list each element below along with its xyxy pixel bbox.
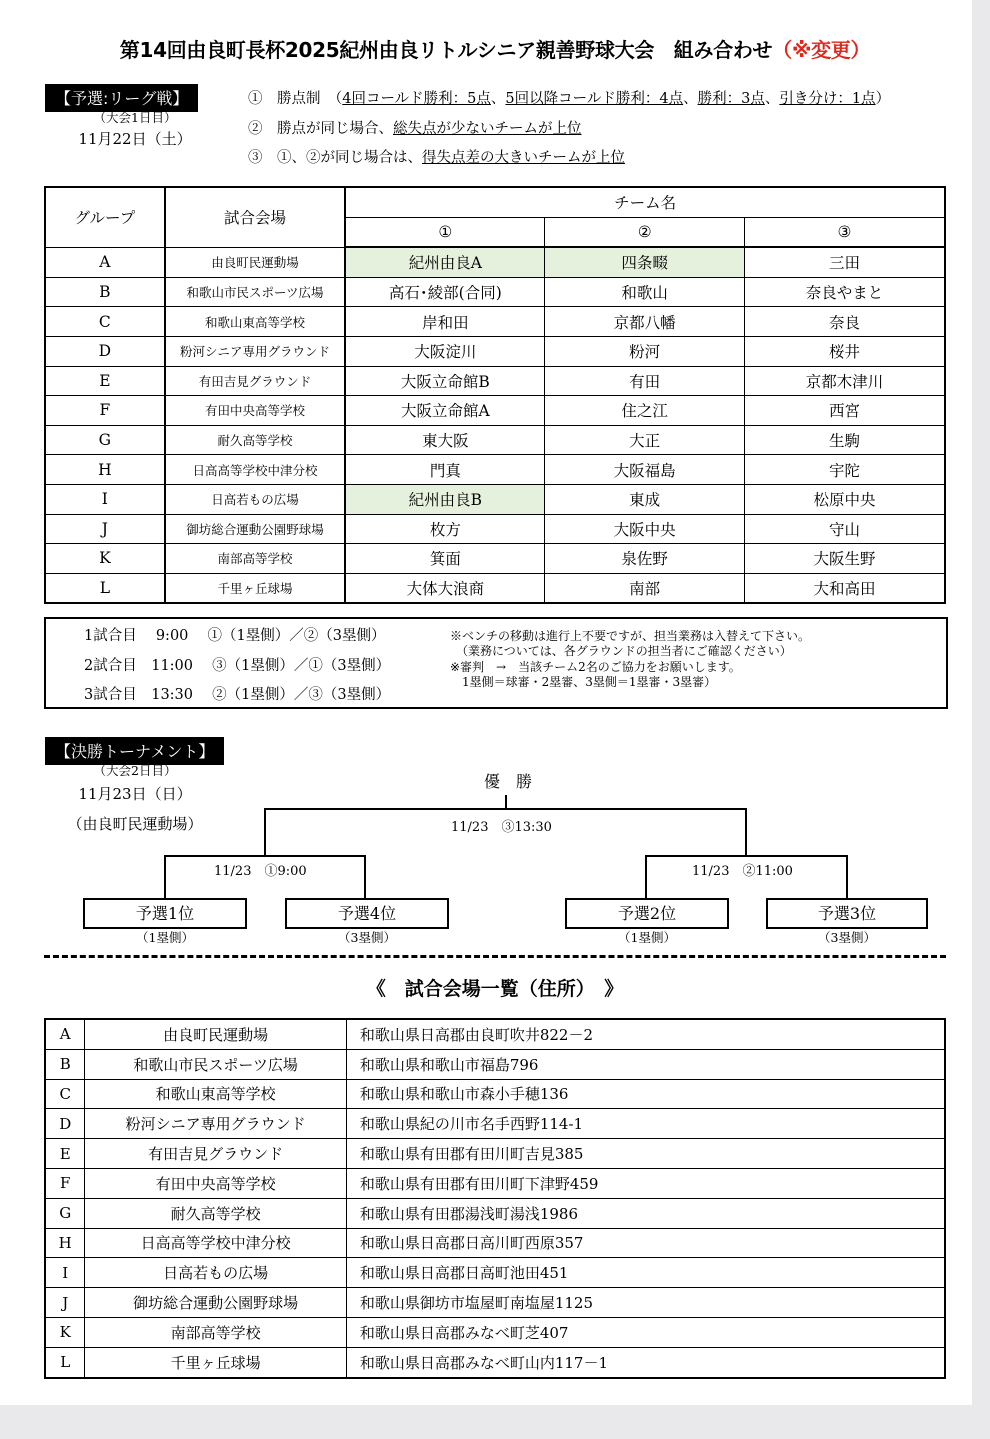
venue-list-table xyxy=(44,1018,946,1379)
bracket-line xyxy=(164,855,366,857)
table-cell: 三田 xyxy=(744,247,945,277)
venue-list-title: 《 試合会場一覧（住所） 》 xyxy=(366,978,624,1000)
table-cell: D xyxy=(45,336,165,366)
table-cell: 由良町民運動場 xyxy=(85,1019,346,1049)
table-cell: I xyxy=(45,1258,85,1288)
table-cell: 南部高等学校 xyxy=(85,1317,346,1347)
table-row xyxy=(45,425,945,455)
table-row xyxy=(45,1139,945,1169)
table-row xyxy=(45,1049,945,1079)
table-cell: A xyxy=(45,247,165,277)
table-cell: 奈良 xyxy=(744,307,945,337)
table-cell: G xyxy=(45,1198,85,1228)
table-row xyxy=(45,307,945,337)
table-cell: F xyxy=(45,1168,85,1198)
table-cell: 住之江 xyxy=(545,396,745,426)
table-row xyxy=(45,1288,945,1318)
header-team-2: ② xyxy=(545,217,745,247)
team-box-4: 予選4位 xyxy=(285,898,449,929)
table-cell: 和歌山県紀の川市名手西野114-1 xyxy=(346,1109,945,1139)
rule-3: ③ ①、②が同じ場合は、得失点差の大きいチームが上位 xyxy=(248,150,625,166)
table-row xyxy=(45,484,945,514)
table-cell: 大阪立命館A xyxy=(345,396,545,426)
table-cell: 日高高等学校中津分校 xyxy=(165,455,346,485)
table-cell: 西宮 xyxy=(744,396,945,426)
table-cell: 大阪中央 xyxy=(545,514,745,544)
bracket-line xyxy=(846,855,848,899)
table-cell: J xyxy=(45,1288,85,1318)
table-cell: 東大阪 xyxy=(345,425,545,455)
final-tag: 【決勝トーナメント】 xyxy=(45,737,224,765)
table-cell: 和歌山市民スポーツ広場 xyxy=(165,277,346,307)
table-cell: I xyxy=(45,484,165,514)
table-row xyxy=(45,1168,945,1198)
bracket-line xyxy=(645,855,647,899)
table-cell: 箕面 xyxy=(345,544,545,574)
league-table xyxy=(44,186,946,604)
table-cell: 守山 xyxy=(744,514,945,544)
right-match-label: 11/23 ②11:00 xyxy=(692,864,793,879)
table-row xyxy=(45,455,945,485)
table-cell: 南部 xyxy=(545,573,745,603)
table-cell: 和歌山県日高郡みなべ町芝407 xyxy=(346,1317,945,1347)
header-team-3: ③ xyxy=(744,217,945,247)
table-cell: 和歌山県和歌山市福島796 xyxy=(346,1049,945,1079)
table-row xyxy=(45,1198,945,1228)
table-cell: 和歌山東高等学校 xyxy=(165,307,346,337)
team-side-2: （1塁側） xyxy=(618,930,676,945)
table-row xyxy=(45,1019,945,1049)
table-row xyxy=(45,277,945,307)
table-cell: L xyxy=(45,573,165,603)
table-cell: 和歌山県日高郡日高川町西原357 xyxy=(346,1228,945,1258)
table-cell: L xyxy=(45,1347,85,1377)
table-cell: 南部高等学校 xyxy=(165,544,346,574)
table-cell: 千里ヶ丘球場 xyxy=(85,1347,346,1377)
table-cell: 大阪福島 xyxy=(545,455,745,485)
table-cell: 大正 xyxy=(545,425,745,455)
table-cell: 京都木津川 xyxy=(744,366,945,396)
table-cell: 松原中央 xyxy=(744,484,945,514)
team-side-4: （3塁側） xyxy=(338,930,396,945)
table-cell: 和歌山県御坊市塩屋町南塩屋1125 xyxy=(346,1288,945,1318)
schedule-line-1: 1試合目 9:00 ①（1塁側）／②（3塁側） xyxy=(84,628,386,644)
schedule-box xyxy=(44,617,948,709)
table-cell: H xyxy=(45,455,165,485)
header-team-1: ① xyxy=(345,217,545,247)
table-cell: 四条畷 xyxy=(545,247,745,277)
page-title xyxy=(0,34,990,63)
bracket-line xyxy=(645,855,848,857)
table-cell: 粉河シニア専用グラウンド xyxy=(165,336,346,366)
table-row xyxy=(45,514,945,544)
table-cell: 和歌山県日高郡みなべ町山内117－1 xyxy=(346,1347,945,1377)
table-cell: E xyxy=(45,1139,85,1169)
bracket-line xyxy=(505,795,507,809)
table-cell: 和歌山県有田郡湯浅町湯浅1986 xyxy=(346,1198,945,1228)
table-cell: C xyxy=(45,1079,85,1109)
table-cell: B xyxy=(45,1049,85,1079)
table-cell: 千里ヶ丘球場 xyxy=(165,573,346,603)
prelim-tag: 【予選:リーグ戦】 xyxy=(45,84,198,112)
bracket-line xyxy=(264,808,266,856)
table-cell: 粉河 xyxy=(545,336,745,366)
schedule-note: ※ベンチの移動は進行上不要ですが、担当業務は入替えて下さい。 （業務については、各グラウンドの担当者にご確認ください） ※審判 → 当該チーム2名のご協力をお願いします。 1塁側＝球審・2塁審、3塁側＝1塁審・3塁審） xyxy=(450,629,811,690)
table-row xyxy=(45,366,945,396)
final-day: （大会2日目） xyxy=(93,763,177,778)
table-cell: 和歌山県日高郡日高町池田451 xyxy=(346,1258,945,1288)
table-row xyxy=(45,1228,945,1258)
table-cell: 京都八幡 xyxy=(545,307,745,337)
bracket-line xyxy=(364,855,366,899)
table-cell: 桜井 xyxy=(744,336,945,366)
table-cell: D xyxy=(45,1109,85,1139)
team-box-1: 予選1位 xyxy=(83,898,247,929)
final-date: 11月23日（日） xyxy=(78,785,192,803)
table-cell: 和歌山県有田郡有田川町下津野459 xyxy=(346,1168,945,1198)
section-divider xyxy=(44,955,946,958)
table-cell: 由良町民運動場 xyxy=(165,247,346,277)
bracket-line xyxy=(264,808,747,810)
header-teams: チーム名 xyxy=(345,187,945,217)
table-cell: H xyxy=(45,1228,85,1258)
prelim-day: （大会1日目） xyxy=(93,110,177,125)
table-cell: 泉佐野 xyxy=(545,544,745,574)
table-cell: 有田 xyxy=(545,366,745,396)
table-row xyxy=(45,1317,945,1347)
table-cell: 和歌山 xyxy=(545,277,745,307)
rule-2: ② 勝点が同じ場合、総失点が少ないチームが上位 xyxy=(248,121,582,137)
table-cell: 日高高等学校中津分校 xyxy=(85,1228,346,1258)
table-row xyxy=(45,544,945,574)
table-row xyxy=(45,1258,945,1288)
table-cell: 御坊総合運動公園野球場 xyxy=(165,514,346,544)
table-cell: 紀州由良A xyxy=(345,247,545,277)
table-cell: 枚方 xyxy=(345,514,545,544)
table-cell: 耐久高等学校 xyxy=(165,425,346,455)
schedule-line-2: 2試合目 11:00 ③（1塁側）／①（3塁側） xyxy=(84,658,391,674)
table-cell: 大阪立命館B xyxy=(345,366,545,396)
table-cell: 門真 xyxy=(345,455,545,485)
title-main: 第14回由良町長杯2025紀州由良リトルシニア親善野球大会 組み合わせ xyxy=(119,38,773,62)
table-cell: 宇陀 xyxy=(744,455,945,485)
header-group: グループ xyxy=(45,187,165,247)
table-cell: 大和高田 xyxy=(744,573,945,603)
header-venue: 試合会場 xyxy=(165,187,346,247)
table-cell: 紀州由良B xyxy=(345,484,545,514)
table-row xyxy=(45,396,945,426)
table-cell: K xyxy=(45,544,165,574)
rule-1: ① 勝点制 （4回コールド勝利：5点、5回以降コールド勝利：4点、勝利：3点、引き分け：1点） xyxy=(248,91,891,107)
table-cell: 粉河シニア専用グラウンド xyxy=(85,1109,346,1139)
title-change-note: （※変更） xyxy=(772,38,871,62)
table-cell: 和歌山県有田郡有田川町吉見385 xyxy=(346,1139,945,1169)
table-cell: C xyxy=(45,307,165,337)
team-side-1: （1塁側） xyxy=(136,930,194,945)
table-cell: 大阪生野 xyxy=(744,544,945,574)
table-cell: 耐久高等学校 xyxy=(85,1198,346,1228)
table-cell: 高石･綾部(合同) xyxy=(345,277,545,307)
team-side-3: （3塁側） xyxy=(818,930,876,945)
table-cell: 和歌山東高等学校 xyxy=(85,1079,346,1109)
left-match-label: 11/23 ①9:00 xyxy=(214,864,307,879)
bracket-line xyxy=(745,808,747,856)
table-row xyxy=(45,1079,945,1109)
table-cell: 有田中央高等学校 xyxy=(165,396,346,426)
table-cell: 御坊総合運動公園野球場 xyxy=(85,1288,346,1318)
table-cell: 有田吉見グラウンド xyxy=(85,1139,346,1169)
table-cell: J xyxy=(45,514,165,544)
table-cell: B xyxy=(45,277,165,307)
table-cell: A xyxy=(45,1019,85,1049)
table-cell: 和歌山県日高郡由良町吹井822－2 xyxy=(346,1019,945,1049)
table-cell: F xyxy=(45,396,165,426)
prelim-date: 11月22日（土） xyxy=(78,130,192,148)
table-cell: K xyxy=(45,1317,85,1347)
table-row xyxy=(45,1347,945,1377)
table-row xyxy=(45,247,945,277)
table-cell: 生駒 xyxy=(744,425,945,455)
table-row xyxy=(45,1109,945,1139)
table-cell: 日高若もの広場 xyxy=(85,1258,346,1288)
table-cell: 日高若もの広場 xyxy=(165,484,346,514)
table-cell: 有田中央高等学校 xyxy=(85,1168,346,1198)
table-row xyxy=(45,573,945,603)
table-cell: 大阪淀川 xyxy=(345,336,545,366)
team-box-2: 予選2位 xyxy=(565,898,729,929)
table-cell: 東成 xyxy=(545,484,745,514)
table-cell: 有田吉見グラウンド xyxy=(165,366,346,396)
table-cell: 奈良やまと xyxy=(744,277,945,307)
final-venue: （由良町民運動場） xyxy=(67,815,203,833)
bracket-line xyxy=(164,855,166,899)
schedule-line-3: 3試合目 13:30 ②（1塁側）／③（3塁側） xyxy=(84,687,391,703)
table-cell: 岸和田 xyxy=(345,307,545,337)
table-cell: E xyxy=(45,366,165,396)
champion-label: 優 勝 xyxy=(484,772,533,791)
table-cell: 和歌山市民スポーツ広場 xyxy=(85,1049,346,1079)
table-cell: G xyxy=(45,425,165,455)
table-cell: 大体大浪商 xyxy=(345,573,545,603)
team-box-3: 予選3位 xyxy=(766,898,928,929)
table-row xyxy=(45,336,945,366)
table-cell: 和歌山県和歌山市森小手穂136 xyxy=(346,1079,945,1109)
final-match-label: 11/23 ③13:30 xyxy=(451,820,552,835)
